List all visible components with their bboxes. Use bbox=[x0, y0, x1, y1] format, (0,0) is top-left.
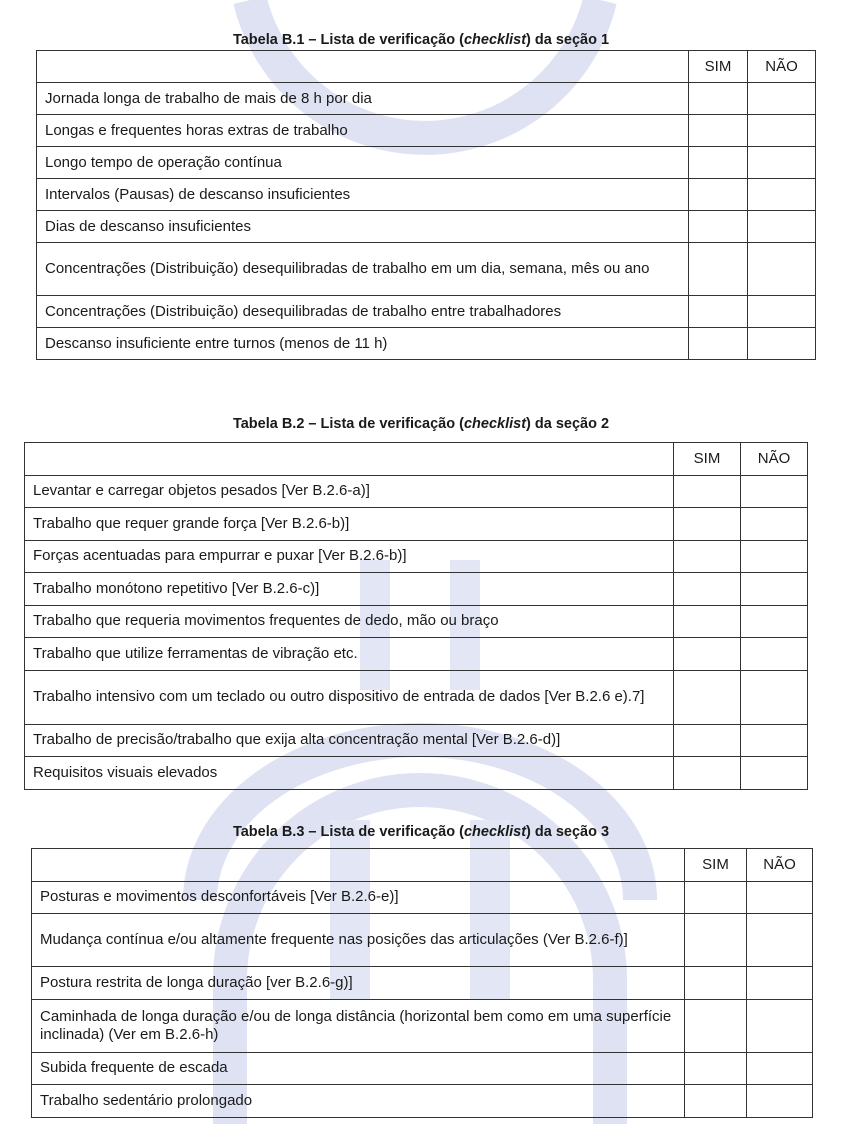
row-item-label: Subida frequente de escada bbox=[32, 1052, 685, 1085]
table-row bbox=[37, 211, 816, 243]
sim-checkbox-cell[interactable] bbox=[674, 475, 741, 508]
row-item-label: Trabalho intensivo com um teclado ou outro dispositivo de entrada de dados [Ver B.2.6 e).7] bbox=[25, 670, 674, 724]
table-row bbox=[37, 115, 816, 147]
table-row bbox=[37, 147, 816, 179]
header-item bbox=[37, 51, 689, 83]
nao-checkbox-cell[interactable] bbox=[748, 179, 816, 211]
nao-checkbox-cell[interactable] bbox=[748, 83, 816, 115]
sim-checkbox-cell[interactable] bbox=[689, 83, 748, 115]
sim-checkbox-cell[interactable] bbox=[689, 211, 748, 243]
header-nao: NÃO bbox=[748, 51, 816, 83]
sim-checkbox-cell[interactable] bbox=[685, 914, 747, 967]
table-row bbox=[25, 540, 808, 573]
nao-checkbox-cell[interactable] bbox=[747, 1052, 813, 1085]
table-row bbox=[25, 573, 808, 606]
table-row bbox=[37, 179, 816, 211]
row-item-label: Intervalos (Pausas) de descanso insuficientes bbox=[37, 179, 689, 211]
table-row bbox=[25, 605, 808, 638]
sim-checkbox-cell[interactable] bbox=[685, 967, 747, 1000]
nao-checkbox-cell[interactable] bbox=[741, 670, 808, 724]
nao-checkbox-cell[interactable] bbox=[748, 243, 816, 296]
nao-checkbox-cell[interactable] bbox=[741, 724, 808, 757]
sim-checkbox-cell[interactable] bbox=[674, 638, 741, 671]
nao-checkbox-cell[interactable] bbox=[741, 573, 808, 606]
nao-checkbox-cell[interactable] bbox=[747, 999, 813, 1052]
table-row bbox=[32, 1085, 813, 1118]
table-row bbox=[32, 1052, 813, 1085]
checklist-table-b1 bbox=[36, 50, 816, 360]
nao-checkbox-cell[interactable] bbox=[748, 328, 816, 360]
sim-checkbox-cell[interactable] bbox=[674, 605, 741, 638]
table-row bbox=[37, 243, 816, 296]
sim-checkbox-cell[interactable] bbox=[674, 757, 741, 790]
sim-checkbox-cell[interactable] bbox=[685, 1052, 747, 1085]
nao-checkbox-cell[interactable] bbox=[748, 115, 816, 147]
header-item bbox=[32, 849, 685, 882]
sim-checkbox-cell[interactable] bbox=[685, 999, 747, 1052]
row-item-label: Posturas e movimentos desconfortáveis [Ver B.2.6-e)] bbox=[32, 881, 685, 914]
row-item-label: Longo tempo de operação contínua bbox=[37, 147, 689, 179]
header-item bbox=[25, 443, 674, 476]
row-item-label: Levantar e carregar objetos pesados [Ver B.2.6-a)] bbox=[25, 475, 674, 508]
nao-checkbox-cell[interactable] bbox=[748, 211, 816, 243]
sim-checkbox-cell[interactable] bbox=[674, 670, 741, 724]
table-row bbox=[25, 724, 808, 757]
table-row bbox=[32, 881, 813, 914]
row-item-label: Trabalho sedentário prolongado bbox=[32, 1085, 685, 1118]
checklist-table-b3 bbox=[31, 848, 813, 1118]
table-row bbox=[37, 328, 816, 360]
nao-checkbox-cell[interactable] bbox=[741, 475, 808, 508]
sim-checkbox-cell[interactable] bbox=[674, 573, 741, 606]
table-row bbox=[32, 999, 813, 1052]
table-row bbox=[25, 508, 808, 541]
row-item-label: Concentrações (Distribuição) desequilibradas de trabalho entre trabalhadores bbox=[37, 296, 689, 328]
nao-checkbox-cell[interactable] bbox=[741, 605, 808, 638]
header-sim: SIM bbox=[685, 849, 747, 882]
sim-checkbox-cell[interactable] bbox=[689, 147, 748, 179]
table-header-row bbox=[25, 443, 808, 476]
row-item-label: Concentrações (Distribuição) desequilibradas de trabalho em um dia, semana, mês ou ano bbox=[37, 243, 689, 296]
table-header-row bbox=[37, 51, 816, 83]
row-item-label: Trabalho que requeria movimentos frequentes de dedo, mão ou braço bbox=[25, 605, 674, 638]
header-sim: SIM bbox=[674, 443, 741, 476]
sim-checkbox-cell[interactable] bbox=[685, 1085, 747, 1118]
sim-checkbox-cell[interactable] bbox=[674, 540, 741, 573]
sim-checkbox-cell[interactable] bbox=[689, 179, 748, 211]
nao-checkbox-cell[interactable] bbox=[741, 508, 808, 541]
nao-checkbox-cell[interactable] bbox=[747, 967, 813, 1000]
header-nao: NÃO bbox=[747, 849, 813, 882]
sim-checkbox-cell[interactable] bbox=[689, 296, 748, 328]
row-item-label: Dias de descanso insuficientes bbox=[37, 211, 689, 243]
nao-checkbox-cell[interactable] bbox=[741, 540, 808, 573]
sim-checkbox-cell[interactable] bbox=[685, 881, 747, 914]
row-item-label: Forças acentuadas para empurrar e puxar [Ver B.2.6-b)] bbox=[25, 540, 674, 573]
row-item-label: Trabalho monótono repetitivo [Ver B.2.6-c)] bbox=[25, 573, 674, 606]
table-row bbox=[25, 475, 808, 508]
row-item-label: Caminhada de longa duração e/ou de longa distância (horizontal bem como em uma superfície inclinada) (Ver em B.2.6-h) bbox=[32, 999, 685, 1052]
nao-checkbox-cell[interactable] bbox=[747, 914, 813, 967]
nao-checkbox-cell[interactable] bbox=[741, 757, 808, 790]
row-item-label: Trabalho que requer grande força [Ver B.2.6-b)] bbox=[25, 508, 674, 541]
table-row bbox=[25, 670, 808, 724]
sim-checkbox-cell[interactable] bbox=[674, 508, 741, 541]
table-row bbox=[37, 83, 816, 115]
nao-checkbox-cell[interactable] bbox=[747, 881, 813, 914]
header-sim: SIM bbox=[689, 51, 748, 83]
row-item-label: Jornada longa de trabalho de mais de 8 h por dia bbox=[37, 83, 689, 115]
table-row bbox=[25, 757, 808, 790]
row-item-label: Trabalho que utilize ferramentas de vibração etc. bbox=[25, 638, 674, 671]
row-item-label: Requisitos visuais elevados bbox=[25, 757, 674, 790]
sim-checkbox-cell[interactable] bbox=[674, 724, 741, 757]
header-nao: NÃO bbox=[741, 443, 808, 476]
row-item-label: Postura restrita de longa duração [ver B.2.6-g)] bbox=[32, 967, 685, 1000]
row-item-label: Mudança contínua e/ou altamente frequente nas posições das articulações (Ver B.2.6-f)] bbox=[32, 914, 685, 967]
sim-checkbox-cell[interactable] bbox=[689, 243, 748, 296]
row-item-label: Longas e frequentes horas extras de trabalho bbox=[37, 115, 689, 147]
sim-checkbox-cell[interactable] bbox=[689, 328, 748, 360]
table-b2-title: Tabela B.2 – Lista de verificação (checklist) da seção 2 bbox=[232, 416, 610, 432]
nao-checkbox-cell[interactable] bbox=[748, 296, 816, 328]
table-row bbox=[32, 914, 813, 967]
checklist-table-b2 bbox=[24, 442, 808, 790]
row-item-label: Descanso insuficiente entre turnos (menos de 11 h) bbox=[37, 328, 689, 360]
table-row bbox=[37, 296, 816, 328]
table-row bbox=[32, 967, 813, 1000]
table-b3-title: Tabela B.3 – Lista de verificação (checklist) da seção 3 bbox=[232, 824, 610, 840]
nao-checkbox-cell[interactable] bbox=[748, 147, 816, 179]
nao-checkbox-cell[interactable] bbox=[741, 638, 808, 671]
nao-checkbox-cell[interactable] bbox=[747, 1085, 813, 1118]
table-header-row bbox=[32, 849, 813, 882]
sim-checkbox-cell[interactable] bbox=[689, 115, 748, 147]
table-b1-title: Tabela B.1 – Lista de verificação (checklist) da seção 1 bbox=[232, 32, 610, 48]
table-row bbox=[25, 638, 808, 671]
row-item-label: Trabalho de precisão/trabalho que exija alta concentração mental [Ver B.2.6-d)] bbox=[25, 724, 674, 757]
